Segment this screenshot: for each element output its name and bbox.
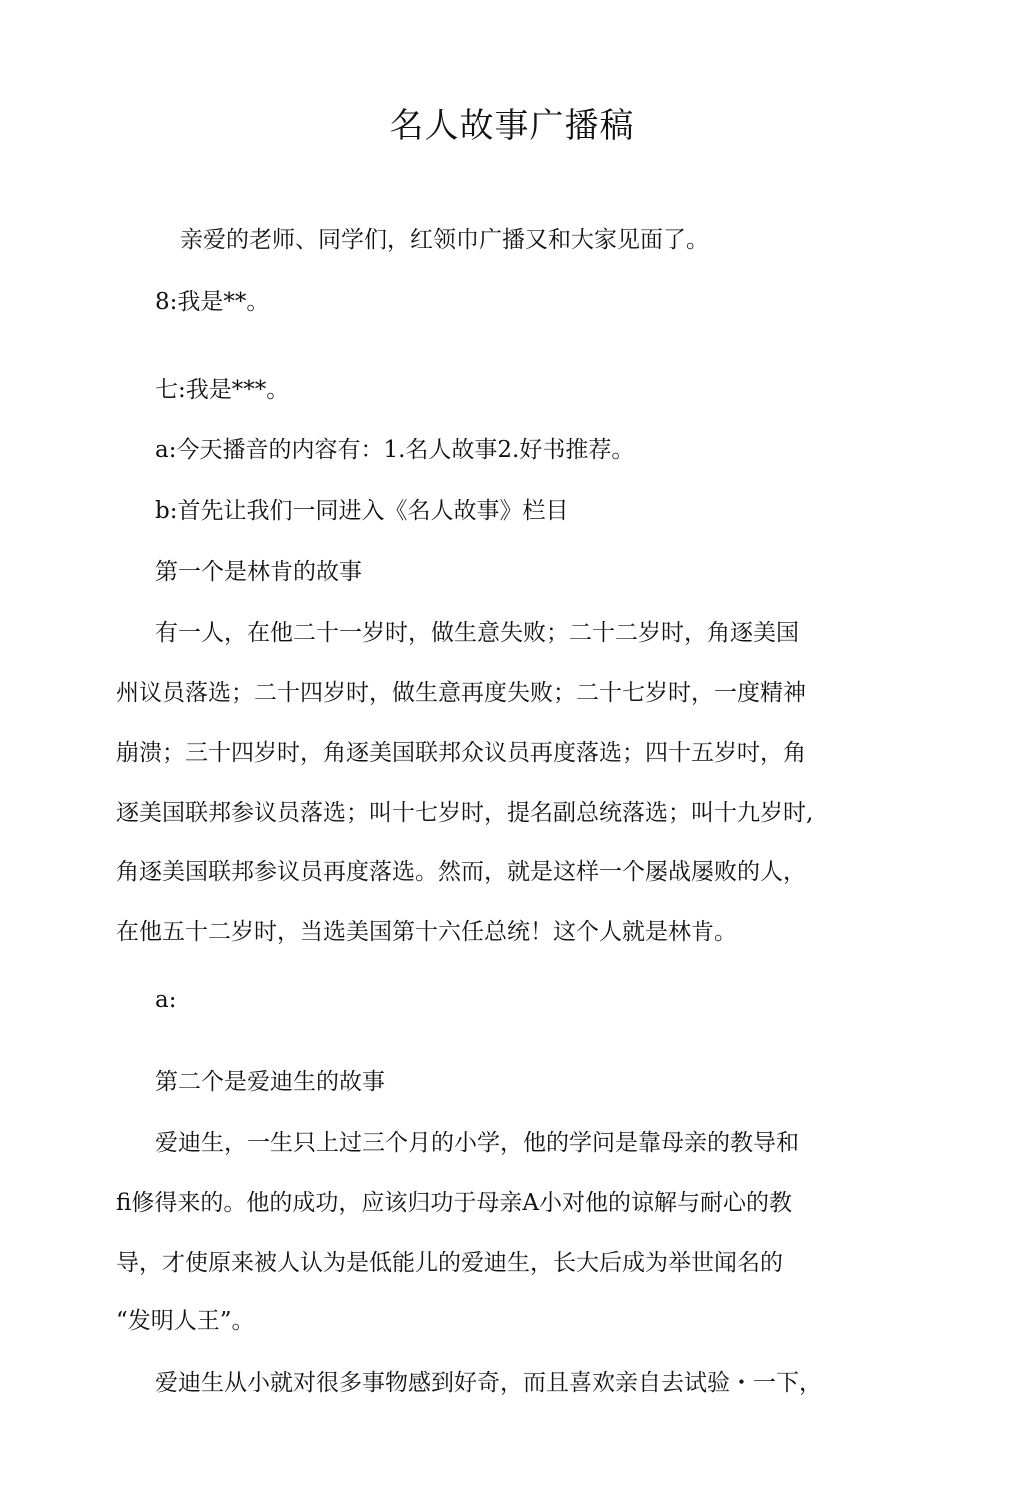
story-heading-lincoln: 第一个是林肯的故事 xyxy=(155,559,362,585)
speaker-8-line: 8:我是**。 xyxy=(155,289,270,315)
paragraph-line: 导，才使原来被人认为是低能儿的爱迪生，长大后成为举世闻名的 xyxy=(116,1250,783,1276)
paragraph-line: 州议员落选；二十四岁时，做生意再度失败；二十七岁时，一度精神 xyxy=(116,680,806,706)
paragraph-line: 爱迪生，一生只上过三个月的小学，他的学问是靠母亲的教导和 xyxy=(155,1130,799,1156)
story-heading-edison: 第二个是爱迪生的故事 xyxy=(155,1069,385,1095)
paragraph-line: 有一人，在他二十一岁时，做生意失败；二十二岁时，角逐美国 xyxy=(155,620,799,646)
paragraph-line: 崩溃；三十四岁时，角逐美国联邦众议员再度落选；四十五岁吋，角 xyxy=(116,740,806,766)
greeting-line: 亲爱的老师、同学们，红领巾广播又和大家见面了。 xyxy=(180,227,709,253)
paragraph-line: 角逐美国联邦参议员再度落选。然而，就是这样一个屡战屡败的人， xyxy=(116,859,806,885)
paragraph-line: fi修得来的。他的成功，应该归功于母亲A小对他的谅解与耐心的教 xyxy=(116,1190,792,1216)
speaker-a-line: a: xyxy=(155,987,177,1013)
paragraph-line: 爱迪生从小就对很多事物感到好奇，而且喜欢亲自去试验・一下， xyxy=(155,1370,822,1396)
paragraph-line: “发明人王”。 xyxy=(116,1308,255,1334)
speaker-7-line: 七:我是***。 xyxy=(155,377,290,403)
paragraph-line: 逐美国联邦参议员落选；叫十七岁时，提名副总统落选；叫十九岁时, xyxy=(116,800,814,826)
document-title: 名人故事广播稿 xyxy=(389,106,635,146)
paragraph-line: 在他五十二岁时，当选美国第十六任总统！这个人就是林肯。 xyxy=(116,919,737,945)
section-intro-line: b:首先让我们一同进入《名人故事》栏目 xyxy=(155,498,569,524)
agenda-line: a:今天播音的内容有：1.名人故事2.好书推荐。 xyxy=(155,437,635,463)
